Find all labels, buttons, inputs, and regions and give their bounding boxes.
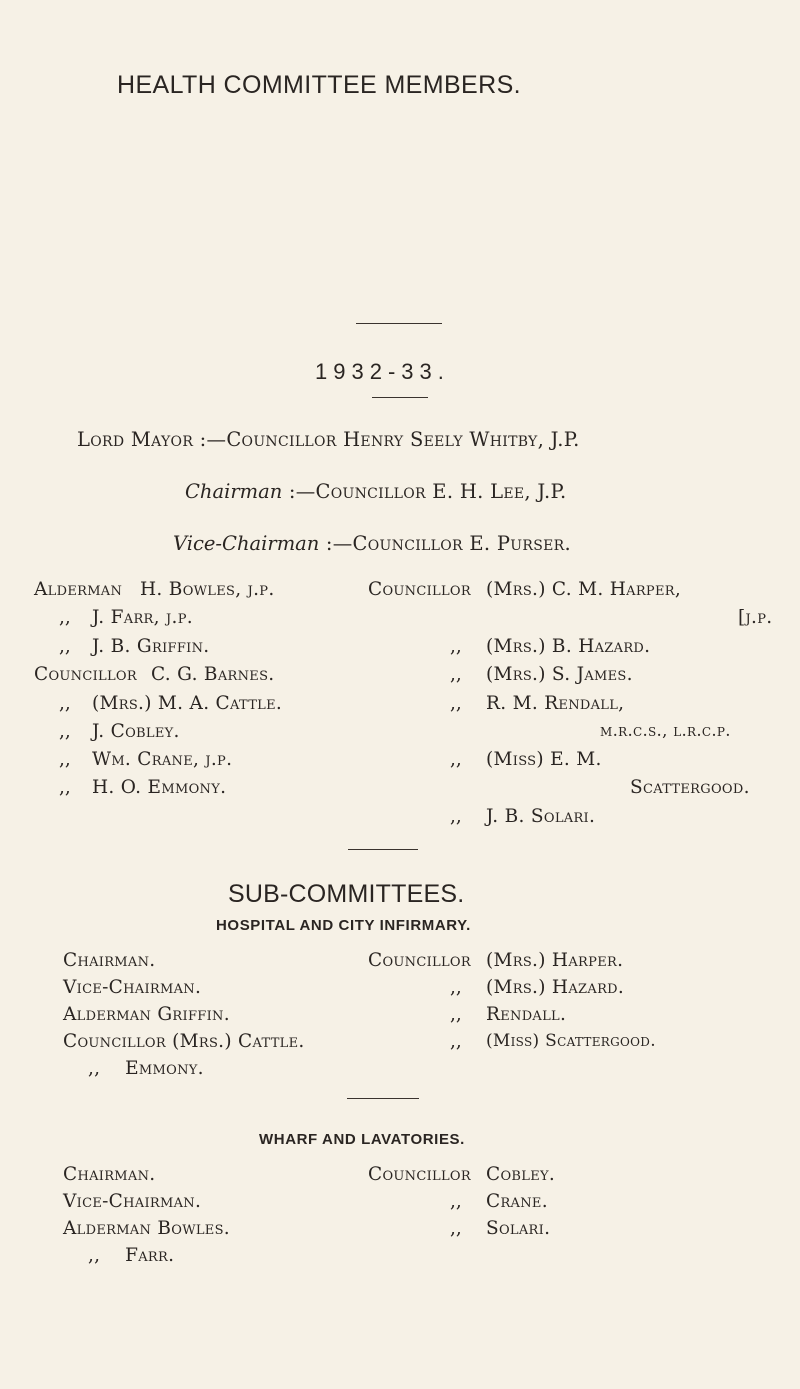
ditto-mark: ,,	[59, 693, 71, 714]
ditto-mark: ,,	[450, 806, 462, 827]
member-name: J. B. Griffin.	[92, 636, 210, 657]
member-name: (Mrs.) Harper.	[486, 950, 624, 971]
member-name: Solari.	[486, 1218, 551, 1239]
rule-main-1	[356, 323, 442, 324]
section-divider	[348, 849, 418, 850]
member-prefix: Councillor	[34, 664, 137, 685]
ditto-mark: ,,	[450, 749, 462, 770]
wharf-member: ,, Farr.	[88, 1245, 175, 1266]
wharf-member: Alderman Bowles.	[63, 1218, 230, 1239]
hospital-member: Alderman Griffin.	[63, 1004, 230, 1025]
hospital-role: Vice-Chairman.	[63, 977, 202, 998]
member-name: J. Farr, j.p.	[92, 607, 193, 628]
member-name: H. Bowles, j.p.	[140, 579, 275, 600]
member-prefix: Alderman	[34, 579, 123, 600]
ditto-mark: ,,	[59, 636, 71, 657]
member-name: (Mrs.) B. Hazard.	[486, 636, 651, 657]
member-name: H. O. Emmony.	[92, 777, 227, 798]
ditto-mark: ,,	[450, 977, 462, 998]
member-name: m.r.c.s., l.r.c.p.	[600, 721, 731, 740]
member-name: (Miss) Scattergood.	[486, 1031, 656, 1051]
year-range: 1932-33.	[315, 359, 450, 384]
member-prefix: Councillor	[368, 950, 471, 971]
member-name: [j.p.	[738, 607, 773, 628]
member-name: Crane.	[486, 1191, 548, 1212]
rule-main-2	[372, 397, 428, 398]
chairman-line	[185, 480, 567, 503]
subcommittees-title: SUB-COMMITTEES.	[228, 880, 465, 908]
ditto-mark: ,,	[59, 777, 71, 798]
member-name: (Mrs.) C. M. Harper,	[486, 579, 682, 600]
ditto-mark: ,,	[450, 693, 462, 714]
vice-chairman-line	[173, 532, 571, 555]
ditto-mark: ,,	[450, 664, 462, 685]
ditto-mark: ,,	[450, 1031, 462, 1052]
ditto-mark: ,,	[59, 721, 71, 742]
member-name: J. Cobley.	[92, 721, 180, 742]
hospital-member: Councillor (Mrs.) Cattle.	[63, 1031, 305, 1052]
wharf-role: Vice-Chairman.	[63, 1191, 202, 1212]
vice-chairman-label: Vice-Chairman	[173, 532, 320, 555]
member-name: (Mrs.) S. James.	[486, 664, 633, 685]
member-name: C. G. Barnes.	[151, 664, 275, 685]
lord-mayor-line: Lord Mayor :—Councillor Henry Seely Whitby, J.P.	[77, 428, 580, 451]
member-name: (Mrs.) M. A. Cattle.	[92, 693, 283, 714]
member-name: (Miss) E. M.	[486, 749, 602, 770]
ditto-mark: ,,	[450, 1218, 462, 1239]
hospital-heading: HOSPITAL AND CITY INFIRMARY.	[216, 917, 471, 934]
hospital-role: Chairman.	[63, 950, 156, 971]
page-title: HEALTH COMMITTEE MEMBERS.	[117, 71, 522, 99]
member-name: Wm. Crane, j.p.	[92, 749, 233, 770]
member-name: R. M. Rendall,	[486, 693, 625, 714]
member-name: J. B. Solari.	[486, 806, 596, 827]
chairman-name: :—Councillor E. H. Lee, J.P.	[282, 480, 567, 503]
member-prefix: Councillor	[368, 579, 471, 600]
ditto-mark: ,,	[450, 1004, 462, 1025]
ditto-mark: ,,	[59, 607, 71, 628]
section-divider	[347, 1098, 419, 1099]
wharf-heading: WHARF AND LAVATORIES.	[259, 1131, 465, 1148]
member-name: (Mrs.) Hazard.	[486, 977, 625, 998]
member-prefix: Councillor	[368, 1164, 471, 1185]
vice-chairman-name: :—Councillor E. Purser.	[319, 532, 571, 555]
member-name: Rendall.	[486, 1004, 567, 1025]
ditto-mark: ,,	[450, 636, 462, 657]
chairman-label: Chairman	[185, 480, 283, 503]
ditto-mark: ,,	[450, 1191, 462, 1212]
hospital-member: ,, Emmony.	[88, 1058, 204, 1079]
member-name: Cobley.	[486, 1164, 556, 1185]
member-name: Scattergood.	[630, 777, 750, 798]
ditto-mark: ,,	[59, 749, 71, 770]
wharf-role: Chairman.	[63, 1164, 156, 1185]
